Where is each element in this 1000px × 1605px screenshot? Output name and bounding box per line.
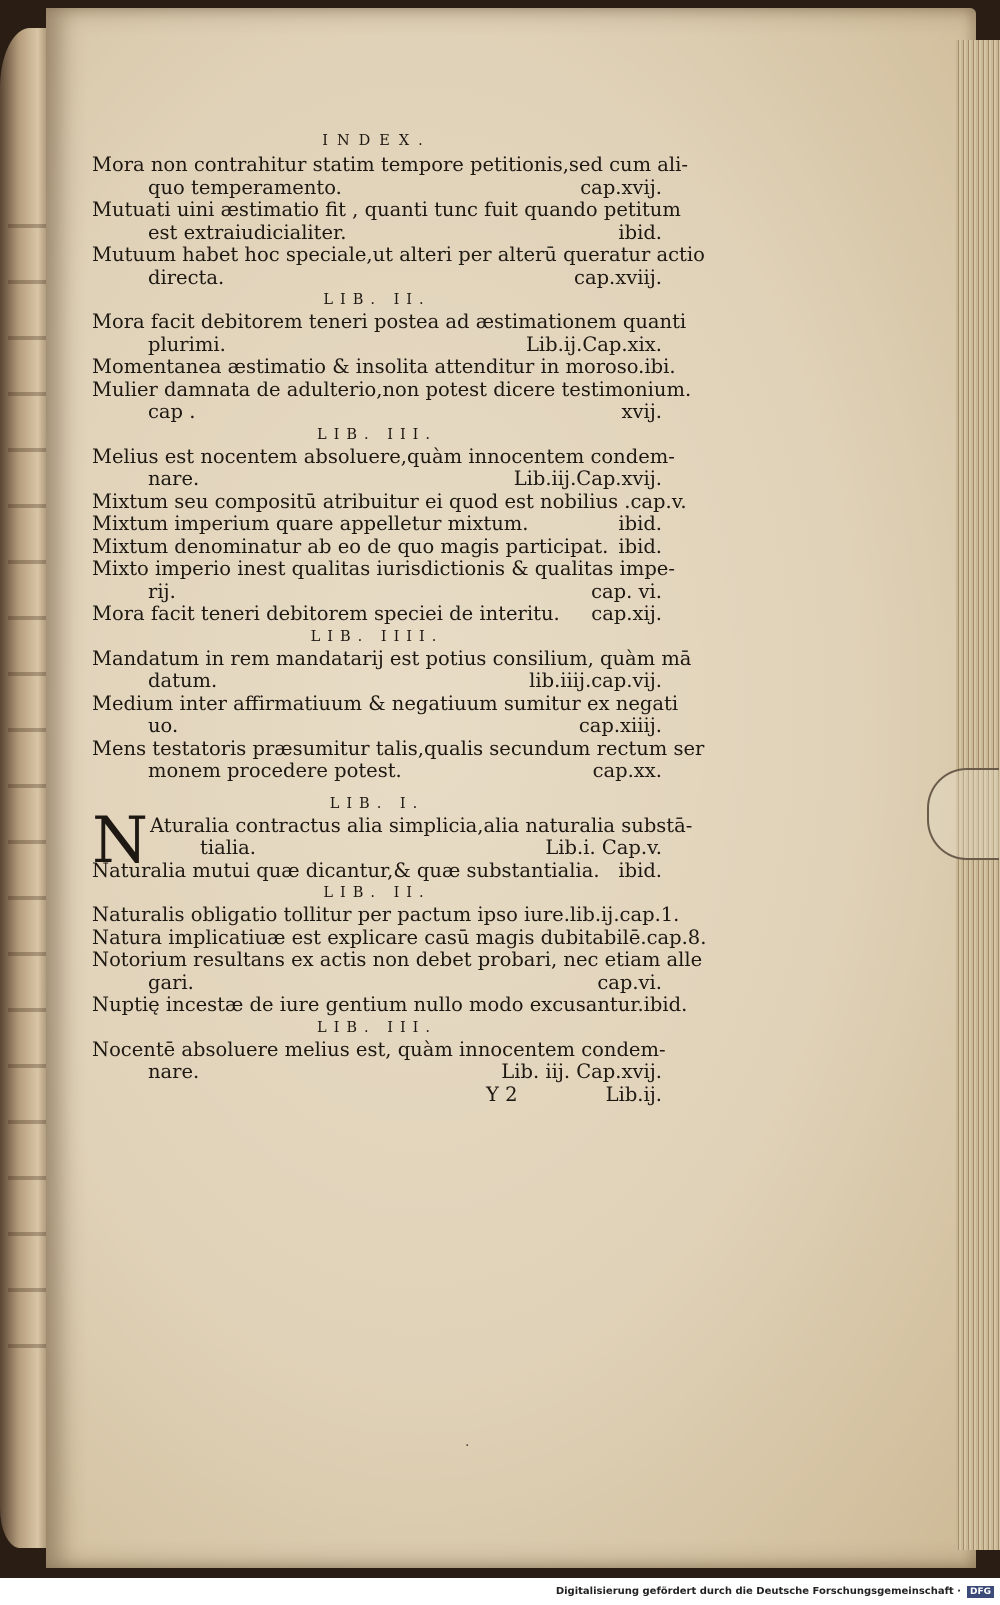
- entry-text: cap .: [148, 400, 196, 423]
- entry-text: Nuptię incestæ de iure gentium nullo modo excusantur.ibid.: [92, 993, 688, 1016]
- entry-line: [92, 972, 662, 995]
- entry-reference: cap. vi.: [591, 579, 662, 603]
- entry-line: [92, 444, 675, 469]
- index-entry: [92, 993, 688, 1017]
- entry-reference: xvij.: [621, 400, 662, 423]
- entry-reference: cap.xiiij.: [578, 714, 662, 737]
- entry-line: [92, 1061, 662, 1084]
- n-section-lib1: [92, 793, 693, 883]
- entry-line: [92, 670, 662, 693]
- entry-line: [92, 153, 688, 177]
- index-entry: [92, 489, 687, 514]
- entry-text: Mixto imperio inest qualitas iurisdictionis & qualitas impe-: [92, 557, 675, 580]
- entry-line: [92, 860, 662, 883]
- entry-reference: ibid.: [618, 858, 662, 882]
- entry-text: Mixtum denominatur ab eo de quo magis participat.: [92, 534, 609, 558]
- entry-line: [92, 468, 662, 491]
- entry-reference: cap.vi.: [597, 970, 662, 994]
- entry-text: Melius est nocentem absoluere,quàm innocentem condem-: [92, 444, 675, 468]
- section-heading: LIB. II.: [323, 292, 431, 308]
- entry-line: [150, 837, 662, 860]
- entry-line: [92, 948, 703, 972]
- signature-mark: Y 2: [486, 1082, 518, 1106]
- entry-text: Mora facit teneri debitorem speciei de interitu.: [92, 602, 560, 625]
- entry-text: Mixtum imperium quare appelletur mixtum.: [92, 512, 529, 535]
- index-entry: [92, 557, 675, 603]
- entry-text: rij.: [148, 579, 176, 603]
- entry-line: [92, 513, 662, 536]
- section-heading: LIB. IIII.: [310, 628, 444, 645]
- entry-line: [92, 760, 662, 783]
- entry-text: Naturalis obligatio tollitur per pactum ipso iure.: [92, 903, 570, 926]
- index-entry: [92, 377, 692, 424]
- index-entry: [92, 444, 675, 491]
- entry-line: [92, 736, 705, 761]
- entry-text: uo.: [148, 714, 179, 737]
- entry-reference: ibid.: [618, 534, 662, 558]
- entry-text: Mixtum seu compositū atribuitur ei quod est nobilius .cap.v.: [92, 489, 687, 513]
- entry-reference: cap.xij.: [591, 602, 662, 625]
- entry-line: [92, 903, 680, 927]
- entry-reference: cap.xx.: [592, 759, 662, 782]
- clasp-loop: [927, 768, 999, 860]
- entry-text: Mora non contrahitur statim tempore petitionis,sed cum ali-: [92, 153, 688, 176]
- entry-reference: Lib.iij.Cap.xvij.: [513, 467, 662, 490]
- index-entry: [92, 355, 676, 379]
- signature-line: [92, 1084, 662, 1108]
- entry-text: gari.: [148, 970, 194, 994]
- entry-reference: cap.xvij.: [580, 175, 662, 199]
- entry-text: Mandatum in rem mandatarij est potius consilium, quàm mā: [92, 646, 692, 670]
- entry-line: [92, 355, 676, 379]
- entry-text: Mora facit debitorem teneri postea ad æstimationem quanti: [92, 310, 687, 333]
- section-heading: LIB. III.: [316, 426, 438, 443]
- entry-text: monem procedere potest.: [148, 759, 402, 782]
- entry-line: [92, 310, 687, 334]
- index-entry: [92, 948, 703, 994]
- index-entry: [92, 310, 687, 356]
- dfg-credit: Digitalisierung gefördert durch die Deutsche Forschungsgemeinschaft ·: [555, 1586, 961, 1597]
- index-entry: [92, 536, 662, 559]
- entry-line: [92, 715, 662, 738]
- entry-text: Mens testatoris præsumitur talis,qualis secundum rectum ser: [92, 736, 705, 760]
- entry-text: Medium inter affirmatiuum & negatiuum sumitur ex negati: [92, 691, 679, 715]
- entry-line: [92, 334, 662, 357]
- entry-text: Mutuati uini æstimatio fit , quanti tunc fuit quando petitum: [92, 198, 681, 221]
- entry-reference: ibi.: [644, 355, 676, 378]
- entry-text: est extraiudicialiter.: [148, 220, 347, 244]
- entry-text: nare.: [148, 467, 200, 490]
- index-entry: [150, 813, 693, 860]
- entry-line: [92, 691, 679, 716]
- entry-text: tialia.: [200, 836, 256, 859]
- section-heading: LIB. II.: [323, 885, 431, 901]
- entry-line: [150, 813, 693, 838]
- entry-text: Naturalia mutui quæ dicantur,& quæ substantialia.: [92, 858, 600, 882]
- index-entry: [92, 513, 662, 536]
- section-heading: LIB. III.: [316, 1019, 438, 1036]
- index-entry: [92, 860, 662, 883]
- entry-text: datum.: [148, 669, 218, 692]
- index-entry: [92, 903, 680, 927]
- entry-text: Mutuum habet hoc speciale,ut alteri per alterū queratur actio: [92, 243, 705, 266]
- index-entry: [92, 925, 707, 950]
- entry-text: Momentanea æstimatio & insolita attenditur in moroso.: [92, 355, 645, 378]
- entry-line: [92, 536, 662, 559]
- index-entry: [92, 153, 688, 199]
- footer-bar: [0, 1578, 1000, 1605]
- index-entry: [92, 603, 662, 626]
- index-entry: [92, 243, 705, 289]
- entry-reference: ibid.: [618, 220, 662, 244]
- entry-text: Notorium resultans ex actis non debet probari, nec etiam alle: [92, 948, 703, 971]
- entry-reference: cap.xviij.: [574, 265, 662, 289]
- index-entry: [92, 691, 679, 738]
- entry-text: directa.: [148, 265, 225, 289]
- entry-reference: Lib.ij.Cap.xix.: [525, 332, 662, 356]
- dfg-logo: DFG: [967, 1586, 994, 1598]
- running-head: INDEX.: [322, 133, 432, 149]
- index-entry: [92, 736, 705, 783]
- entry-reference: lib.iiij.cap.vij.: [529, 669, 662, 692]
- index-entry: [92, 646, 692, 693]
- m-sections: [92, 153, 705, 783]
- entry-text: nare.: [148, 1060, 200, 1083]
- entry-text: plurimi.: [148, 332, 226, 356]
- entry-line: [92, 581, 662, 604]
- entry-text: quo temperamento.: [148, 175, 342, 199]
- entry-line: [92, 1037, 666, 1062]
- entry-line: [92, 603, 662, 626]
- entry-line: [92, 557, 675, 581]
- stray-mark: ·: [465, 1438, 470, 1454]
- entry-line: [92, 377, 692, 402]
- entry-line: [92, 198, 681, 222]
- entry-line: [92, 925, 707, 950]
- entry-line: [92, 489, 687, 514]
- entry-line: [92, 267, 662, 290]
- catchword: Lib.ij.: [605, 1082, 662, 1106]
- entry-reference: Lib.i. Cap.v.: [545, 836, 662, 859]
- index-text: [92, 130, 707, 1108]
- n-sections-more: [92, 882, 707, 1084]
- entry-line: [92, 993, 688, 1017]
- entry-line: [92, 243, 705, 267]
- drop-capital: N: [92, 803, 148, 878]
- entry-line: [92, 401, 662, 424]
- entry-text: Mulier damnata de adulterio,non potest dicere testimonium.: [92, 377, 692, 401]
- section-heading: LIB. I.: [329, 795, 425, 812]
- entry-reference: ibid.: [618, 512, 662, 535]
- entry-text: Natura implicatiuæ est explicare casū magis dubitabilē.cap.8.: [92, 925, 707, 949]
- entry-line: [92, 646, 692, 671]
- index-entry: [92, 198, 681, 244]
- entry-text: Aturalia contractus alia simplicia,alia naturalia substā-: [150, 813, 693, 837]
- entry-reference: lib.ij.cap.1.: [569, 903, 680, 926]
- entry-text: Nocentē absoluere melius est, quàm innocentem condem-: [92, 1037, 666, 1061]
- index-entry: [92, 1037, 666, 1084]
- entry-line: [92, 222, 662, 245]
- entry-line: [92, 177, 662, 200]
- entry-reference: Lib. iij. Cap.xvij.: [501, 1060, 662, 1083]
